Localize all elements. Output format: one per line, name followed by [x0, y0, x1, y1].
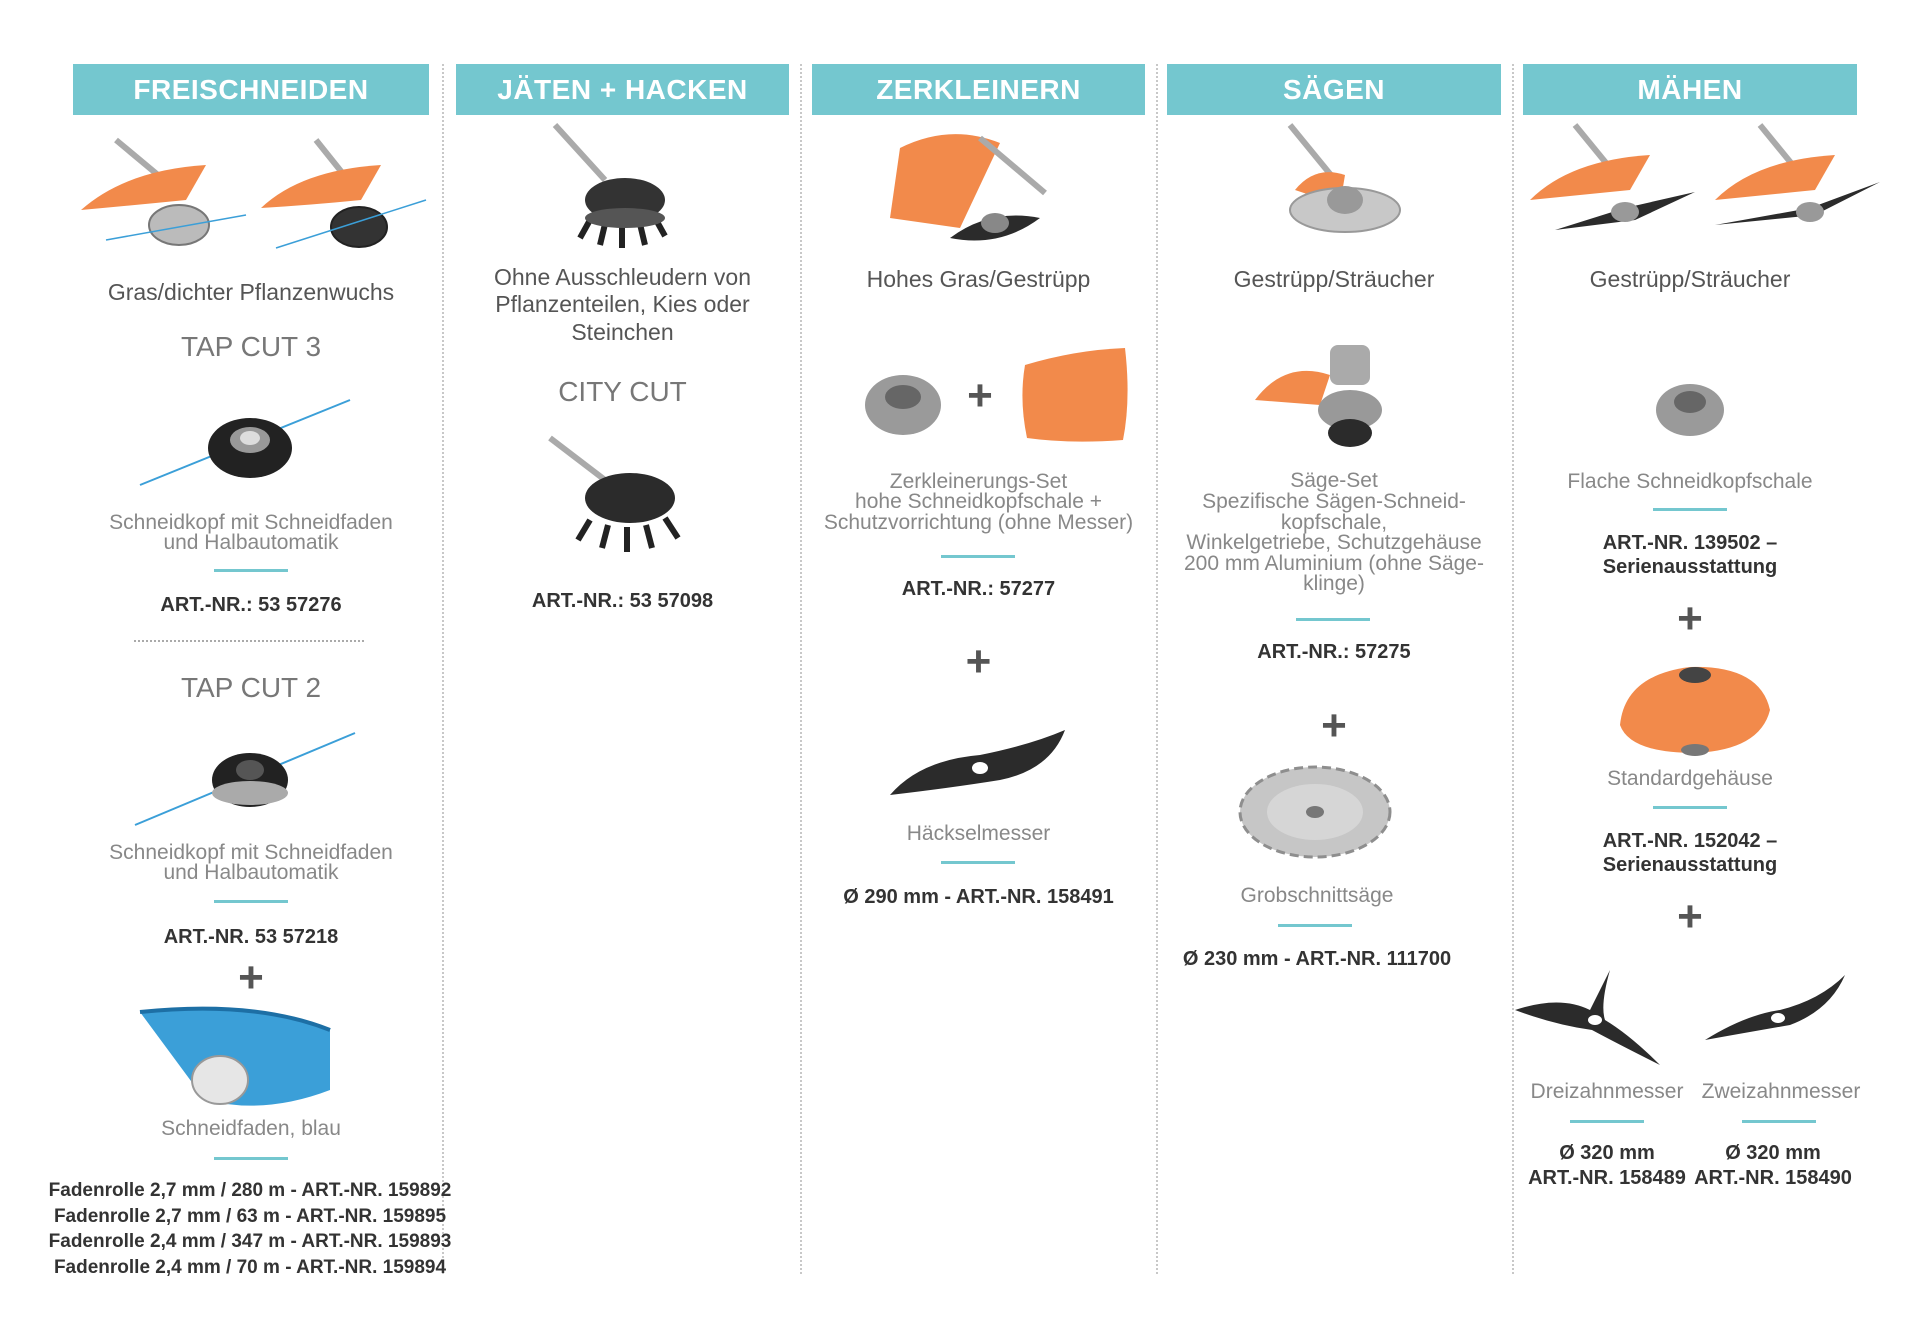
list-item: Fadenrolle 2,4 mm / 347 m - ART.-NR. 159893 [48, 1231, 452, 1252]
zerkleinern-set-line-2: hohe Schneidkopfschale + [855, 490, 1102, 513]
saw-set-line-3: kopfschale, [1280, 511, 1388, 534]
product-title-tapcut2: TAP CUT 2 [180, 672, 322, 703]
underline [941, 861, 1015, 864]
two-tooth-blade-image [1700, 970, 1850, 1045]
three-tooth-blade-image [1510, 965, 1670, 1070]
underline [941, 555, 1015, 558]
jaeten-desc-1: Ohne Ausschleudern von [493, 264, 751, 290]
column-divider [800, 64, 802, 1274]
header-freischneiden: FREISCHNEIDEN [73, 64, 429, 115]
header-jaeten-hacken: JÄTEN + HACKEN [456, 64, 789, 115]
product-title-citycut: CITY CUT [558, 376, 687, 407]
tapcut2-desc-2: und Halbautomatik [163, 861, 339, 884]
product-title-tapcut3: TAP CUT 3 [180, 331, 322, 362]
underline [214, 1157, 288, 1160]
plus-sign: + [1677, 892, 1703, 941]
standardgehaeuse-label: Standardgehäuse [1607, 767, 1773, 790]
zerkleinern-set-art-nr: ART.-NR.: 57277 [901, 578, 1056, 600]
header-maehen: MÄHEN [1523, 64, 1857, 115]
category-label: Hohes Gras/Gestrüpp [866, 266, 1091, 292]
guard-plate-image [1015, 340, 1135, 450]
saw-set-line-1: Säge-Set [1290, 469, 1378, 492]
tapcut3-image [130, 390, 360, 500]
citycut-art-nr: ART.-NR.: 53 57098 [531, 590, 714, 612]
tapcut3-desc-2: und Halbautomatik [163, 531, 339, 554]
saw-set-line-4: Winkelgetriebe, Schutzgehäuse [1186, 531, 1482, 554]
plus-sign: + [965, 637, 992, 686]
zerkleinern-set-line-3: Schutzvorrichtung (ohne Messer) [823, 511, 1134, 534]
flat-cutting-head-bowl-image [1650, 375, 1730, 440]
saw-tool-image [1255, 120, 1435, 250]
haeckselmesser-label: Häckselmesser [906, 822, 1051, 845]
mulching-tool-image [870, 118, 1090, 258]
underline [214, 900, 288, 903]
standard-guard-image [1610, 655, 1780, 760]
jaeten-desc-3: Steinchen [571, 319, 674, 345]
column-divider [442, 64, 444, 1274]
underline [1653, 806, 1727, 809]
tapcut3-art-nr: ART.-NR.: 53 57276 [160, 594, 342, 616]
underline [1570, 1120, 1644, 1123]
saw-set-art-nr: ART.-NR.: 57275 [1257, 641, 1411, 663]
plus-sign: + [238, 953, 264, 1002]
grobschnittsaege-label: Grobschnittsäge [1240, 884, 1394, 907]
plus-sign: + [1677, 594, 1703, 643]
zweizahnmesser-size: Ø 320 mm [1725, 1142, 1821, 1164]
underline [1742, 1120, 1816, 1123]
zweizahnmesser-label: Zweizahnmesser [1701, 1080, 1861, 1103]
saw-set-line-5: 200 mm Aluminium (ohne Säge- [1184, 552, 1484, 575]
header-saegen: SÄGEN [1167, 64, 1501, 115]
flache-schneidkopfschale-label: Flache Schneidkopfschale [1567, 470, 1813, 493]
weeding-head-image [530, 120, 710, 255]
trimmer-heads-image [76, 130, 436, 255]
tapcut2-desc-1: Schneidkopf mit Schneidfaden [109, 841, 393, 864]
category-label: Gestrüpp/Sträucher [1589, 266, 1791, 292]
saw-set-image [1250, 335, 1405, 455]
tapcut2-image [130, 725, 360, 835]
cutting-head-bowl-image [858, 365, 948, 440]
underline [1653, 508, 1727, 511]
jaeten-desc-2: Pflanzenteilen, Kies oder [495, 291, 750, 317]
underline [1278, 924, 1352, 927]
zerkleinern-set-line-1: Zerkleinerungs-Set [889, 470, 1068, 493]
list-item: Fadenrolle 2,7 mm / 63 m - ART.-NR. 159895 [53, 1205, 447, 1227]
header-zerkleinern: ZERKLEINERN [812, 64, 1145, 115]
tapcut2-art-nr: ART.-NR. 53 57218 [163, 926, 339, 948]
category-label: Gestrüpp/Sträucher [1233, 266, 1435, 292]
underline [214, 569, 288, 572]
saw-set-line-6: klinge) [1303, 572, 1365, 595]
dreizahnmesser-label: Dreizahnmesser [1530, 1080, 1684, 1103]
haeckselmesser-art-nr: Ø 290 mm - ART.-NR. 158491 [843, 886, 1114, 908]
dotted-divider [134, 640, 364, 642]
spool-list [20, 1178, 480, 1280]
list-item: Fadenrolle 2,7 mm / 280 m - ART.-NR. 159892 [48, 1180, 452, 1201]
mulching-blade-image [880, 700, 1080, 815]
standardgehaeuse-art-nr: ART.-NR. 152042 – Serienausstattung [1602, 830, 1778, 876]
cutting-line-spool-image [135, 1000, 350, 1115]
saw-set-line-2: Spezifische Sägen-Schneid- [1202, 490, 1466, 513]
plus-sign: + [967, 371, 993, 420]
saw-blade-image [1235, 755, 1395, 865]
tapcut3-desc-1: Schneidkopf mit Schneidfaden [109, 511, 393, 534]
plus-sign: + [1321, 701, 1347, 750]
mowing-tools-image [1525, 120, 1885, 250]
list-item: Fadenrolle 2,4 mm / 70 m - ART.-NR. 159894 [53, 1256, 447, 1278]
zweizahnmesser-art-nr: ART.-NR. 158490 [1694, 1167, 1852, 1189]
column-divider [1512, 64, 1514, 1274]
grobschnittsaege-art-nr: Ø 230 mm - ART.-NR. 111700 [1182, 948, 1452, 970]
citycut-image [530, 430, 710, 560]
category-label: Gras/dichter Pflanzenwuchs [107, 279, 395, 305]
cutting-line-label: Schneidfaden, blau [161, 1117, 341, 1140]
underline [1296, 618, 1370, 621]
dreizahnmesser-art-nr: ART.-NR. 158489 [1528, 1167, 1686, 1189]
column-divider [1156, 64, 1158, 1274]
dreizahnmesser-size: Ø 320 mm [1559, 1142, 1655, 1164]
schneidkopfschale-art-nr: ART.-NR. 139502 – Serienausstattung [1602, 532, 1778, 578]
